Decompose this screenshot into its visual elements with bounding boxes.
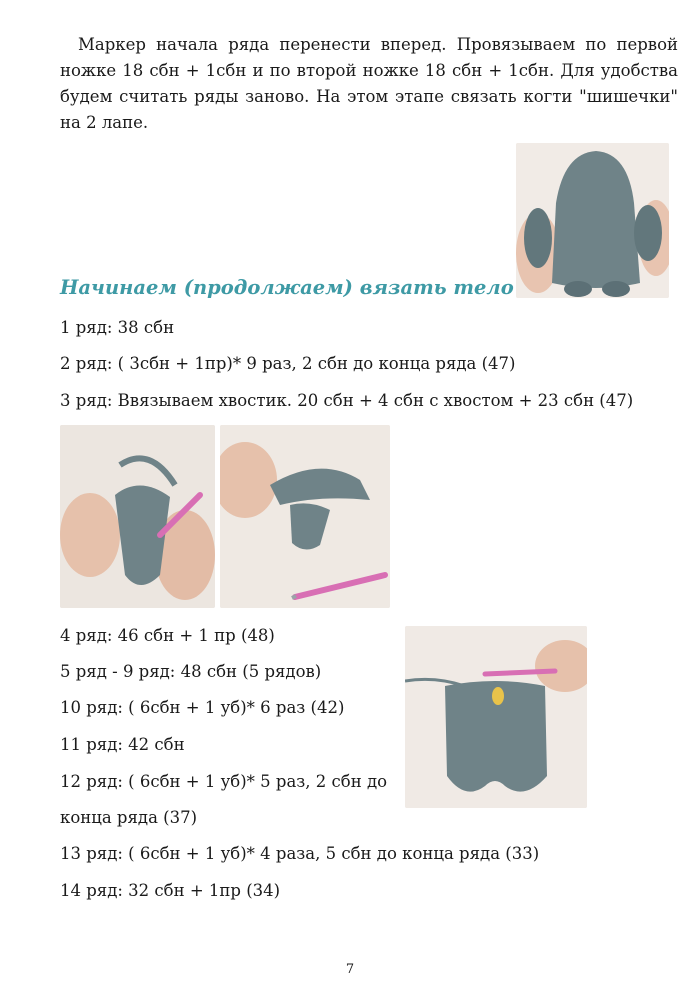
row-text: 3 ряд: Ввязываем хвостик. 20 сбн + 4 сбн с хвостом + 23 сбн (47) <box>60 391 634 410</box>
photo-tail-crochet-left <box>60 425 215 608</box>
row-text: 10 ряд: ( 6сбн + 1 уб)* 6 раз (42) <box>60 698 345 717</box>
photo-tail-crochet-right <box>220 425 390 608</box>
row-text: конца ряда (37) <box>60 808 198 827</box>
row-text: 11 ряд: 42 сбн <box>60 735 185 754</box>
photo-knitted-body-back <box>516 143 669 298</box>
page-number: 7 <box>345 962 355 977</box>
row-text: 4 ряд: 46 сбн + 1 пр (48) <box>60 626 275 645</box>
row-text: 13 ряд: ( 6сбн + 1 уб)* 4 раза, 5 сбн до конца ряда (33) <box>60 844 540 863</box>
photo-body-with-marker <box>405 626 587 808</box>
row-text: 14 ряд: 32 сбн + 1пр (34) <box>60 881 281 900</box>
intro-paragraph: Маркер начала ряда перенести вперед. Провязываем по первой ножке 18 сбн + 1сбн и по второй ножке 18 сбн + 1сбн. Для удобства будем считать ряды заново. На этом этапе связать когти "шишечки" на 2 лапе. <box>60 35 678 132</box>
row-text: 12 ряд: ( 6сбн + 1 уб)* 5 раз, 2 сбн до <box>60 772 388 791</box>
row-text: 5 ряд - 9 ряд: 48 сбн (5 рядов) <box>60 662 322 681</box>
row-text: 1 ряд: 38 сбн <box>60 318 175 337</box>
row-text: 2 ряд: ( 3сбн + 1пр)* 9 раз, 2 сбн до конца ряда (47) <box>60 354 516 373</box>
section-heading: Начинаем (продолжаем) вязать тело <box>60 276 514 299</box>
